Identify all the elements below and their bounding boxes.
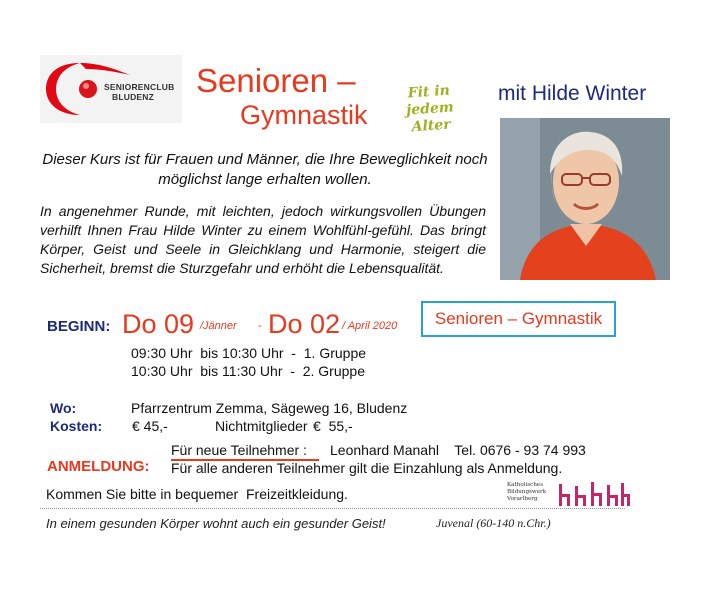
registration-label: ANMELDUNG:: [47, 458, 150, 475]
logo-line1: SENIORENCLUB: [104, 82, 175, 92]
registration-others: Für alle anderen Teilnehmer gilt die Einzahlung als Anmeldung.: [171, 460, 563, 476]
page-title-line1: Senioren –: [196, 62, 356, 99]
partner-line1: Katholisches: [507, 482, 544, 488]
slogan: [388, 81, 471, 137]
new-participants-label: Für neue Teilnehmer :: [171, 442, 307, 458]
cost-label: Kosten:: [50, 418, 103, 434]
partner-logo: [507, 478, 632, 512]
page-title-line2: Gymnastik: [240, 100, 368, 130]
cost-value: € 45,-: [132, 418, 168, 434]
time-slot-2: 10:30 Uhr bis 11:30 Uhr - 2. Gruppe: [131, 363, 365, 379]
location-label: Wo:: [50, 400, 77, 416]
partner-line2: Bildungswerk: [507, 489, 547, 495]
instructor-photo: [500, 118, 670, 280]
location-value: Pfarrzentrum Zemma, Sägeweg 16, Bludenz: [131, 400, 408, 416]
instructor-name: mit Hilde Winter: [498, 82, 647, 105]
chairs-icon: [557, 480, 631, 508]
logo-text: [104, 82, 174, 102]
start-day: Do 09: [122, 309, 195, 339]
beginn-label: BEGINN:: [47, 318, 111, 335]
divider: [40, 508, 625, 509]
end-month: / April 2020: [342, 320, 398, 332]
slogan-line2: Alter: [411, 116, 452, 136]
end-day: Do 02: [268, 309, 341, 339]
seniorenclub-logo: [40, 55, 182, 123]
time-slot-1: 09:30 Uhr bis 10:30 Uhr - 1. Gruppe: [131, 345, 367, 361]
logo-line2: BLUDENZ: [112, 92, 155, 102]
clothing-note: Kommen Sie bitte in bequemer Freizeitkleidung.: [46, 486, 348, 502]
quote-text: In einem gesunden Körper wohnt auch ein gesunder Geist!: [46, 516, 386, 531]
registration-contact: Leonhard Manahl Tel. 0676 - 93 74 993: [330, 442, 586, 458]
start-month: /Jänner: [200, 320, 237, 332]
description-text: In angenehmer Runde, mit leichten, jedoch wirkungsvollen Übungen verhilft Ihnen Frau Hilde Winter zu einem Wohlfühl-gefühl. Das bringt Körper, Geist und Seele in Gleichklang und Harmonie, steigert die Sicherheit, bremst die Sturzgefahr und erhöht die Lebensqualität.: [40, 203, 486, 276]
slogan-line1: Fit in jedem: [405, 82, 455, 119]
nonmember-label: Nichtmitglieder: [215, 418, 308, 434]
partner-logo-text: [507, 482, 546, 503]
partner-line3: Vorarlberg: [507, 496, 538, 502]
nonmember-value: € 55,-: [313, 418, 353, 434]
intro-text: Dieser Kurs ist für Frauen und Männer, die Ihre Beweglichkeit noch möglichst lange erhalten wollen.: [42, 151, 488, 188]
date-separator: -: [258, 320, 262, 332]
course-badge: Senioren – Gymnastik: [421, 301, 616, 337]
quote-author: Juvenal (60-140 n.Chr.): [436, 516, 551, 530]
